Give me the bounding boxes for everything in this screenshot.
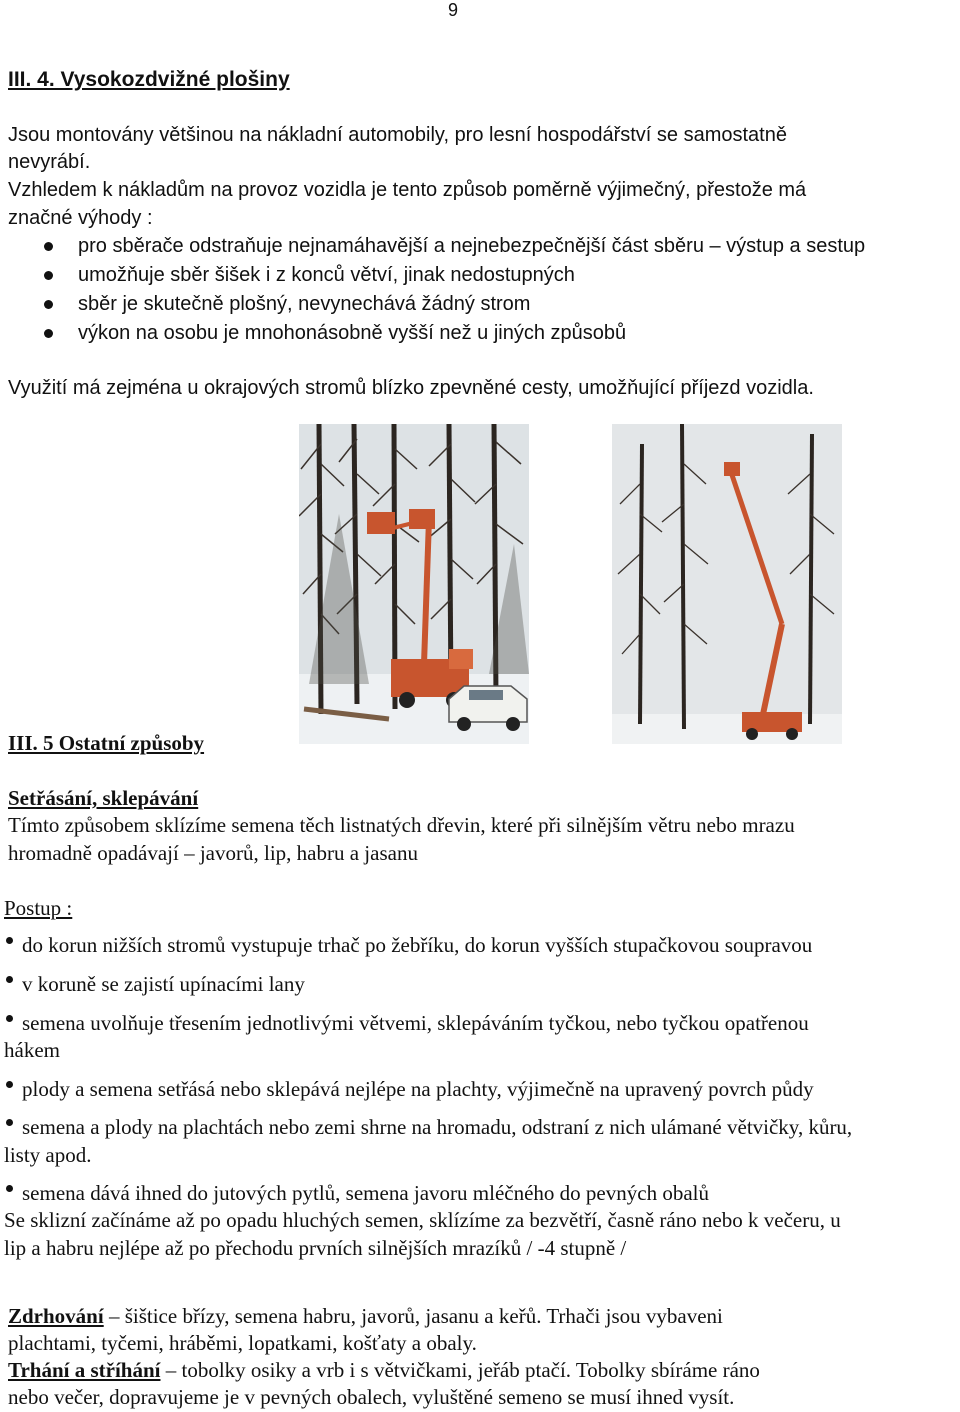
page-number: 9 bbox=[448, 0, 459, 20]
bullet-icon bbox=[44, 242, 53, 251]
intro-line: značné výhody : bbox=[8, 207, 153, 229]
harvest-timing: lip a habru nejlépe až po přechodu prvních silnějších mrazíků / -4 stupně / bbox=[4, 1236, 627, 1260]
method-description: Tímto způsobem sklízíme semena těch listnatých dřevin, které při silnějším větru nebo mrazu bbox=[8, 813, 795, 837]
advantage-item: pro sběrače odstraňuje nejnamáhavější a nejnebezpečnější část sběru – výstup a sestup bbox=[78, 235, 866, 257]
bullet-icon bbox=[6, 976, 13, 983]
section-heading-platforms: III. 4. Vysokozdvižné plošiny bbox=[8, 68, 290, 91]
trhani-label: Trhání a stříhání bbox=[8, 1358, 161, 1382]
advantage-item: výkon na osobu je mnohonásobně vyšší než u jiných způsobů bbox=[78, 322, 627, 344]
bullet-icon bbox=[6, 1185, 13, 1192]
zdrhovani-text: – šištice břízy, semena habru, javorů, jasanu a keřů. Trhači jsou vybaveni bbox=[103, 1304, 723, 1328]
procedure-step: semena uvolňuje třesením jednotlivými větvemi, sklepáváním tyčkou, nebo tyčkou opatřenou bbox=[22, 1011, 809, 1035]
procedure-step: v koruně se zajistí upínacími lany bbox=[22, 972, 305, 996]
trhani-text-cont: nebo večer, dopravujeme je v pevných obalech, vyluštěné semeno se musí ihned vysít. bbox=[8, 1385, 735, 1409]
zdrhovani-line bbox=[8, 1304, 723, 1329]
subheading-shaking: Setřásání, sklepávání bbox=[8, 786, 199, 810]
bullet-icon bbox=[44, 271, 53, 280]
procedure-label: Postup : bbox=[4, 896, 73, 920]
procedure-step: plody a semena setřásá nebo sklepává nejlépe na plachty, výjimečně na upravený povrch půdy bbox=[22, 1077, 814, 1101]
platform-photo-left bbox=[299, 424, 529, 744]
procedure-step-continuation: listy apod. bbox=[4, 1143, 92, 1167]
usage-text: Využití má zejména u okrajových stromů blízko zpevněné cesty, umožňující příjezd vozidla. bbox=[8, 377, 814, 399]
procedure-step: semena dává ihned do jutových pytlů, semena javoru mléčného do pevných obalů bbox=[22, 1181, 709, 1205]
harvest-timing: Se sklizní začínáme až po opadu hluchých semen, sklízíme za bezvětří, časně ráno nebo k večeru, u bbox=[4, 1208, 841, 1232]
bullet-icon bbox=[6, 1119, 13, 1126]
method-description: hromadně opadávají – javorů, lip, habru a jasanu bbox=[8, 841, 418, 865]
procedure-step: do korun nižších stromů vystupuje trhač po žebříku, do korun vyšších stupačkovou soupravou bbox=[22, 933, 813, 957]
bullet-icon bbox=[6, 1015, 13, 1022]
procedure-step: semena a plody na plachtách nebo zemi shrne na hromadu, odstraní z nich ulámané větvičky, kůru, bbox=[22, 1115, 853, 1139]
zdrhovani-label: Zdrhování bbox=[8, 1304, 104, 1328]
trhani-line bbox=[8, 1358, 760, 1383]
bullet-icon bbox=[6, 937, 13, 944]
advantage-item: umožňuje sběr šišek i z konců větví, jinak nedostupných bbox=[78, 264, 575, 286]
intro-line: Vzhledem k nákladům na provoz vozidla je tento způsob poměrně výjimečný, přestože má bbox=[8, 179, 807, 201]
zdrhovani-text-cont: plachtami, tyčemi, hráběmi, lopatkami, košťaty a obaly. bbox=[8, 1331, 477, 1355]
advantage-item: sběr je skutečně plošný, nevynechává žádný strom bbox=[78, 293, 531, 315]
platform-photo-right bbox=[612, 424, 842, 744]
bullet-icon bbox=[44, 300, 53, 309]
intro-line: Jsou montovány většinou na nákladní automobily, pro lesní hospodářství se samostatně bbox=[8, 124, 787, 146]
bullet-icon bbox=[6, 1081, 13, 1088]
section-heading-other-methods: III. 5 Ostatní způsoby bbox=[8, 731, 205, 755]
trhani-text: – tobolky osiky a vrb i s větvičkami, jeřáb ptačí. Tobolky sbíráme ráno bbox=[160, 1358, 760, 1382]
bullet-icon bbox=[44, 329, 53, 338]
intro-line: nevyrábí. bbox=[8, 151, 91, 173]
procedure-step-continuation: hákem bbox=[4, 1038, 60, 1062]
